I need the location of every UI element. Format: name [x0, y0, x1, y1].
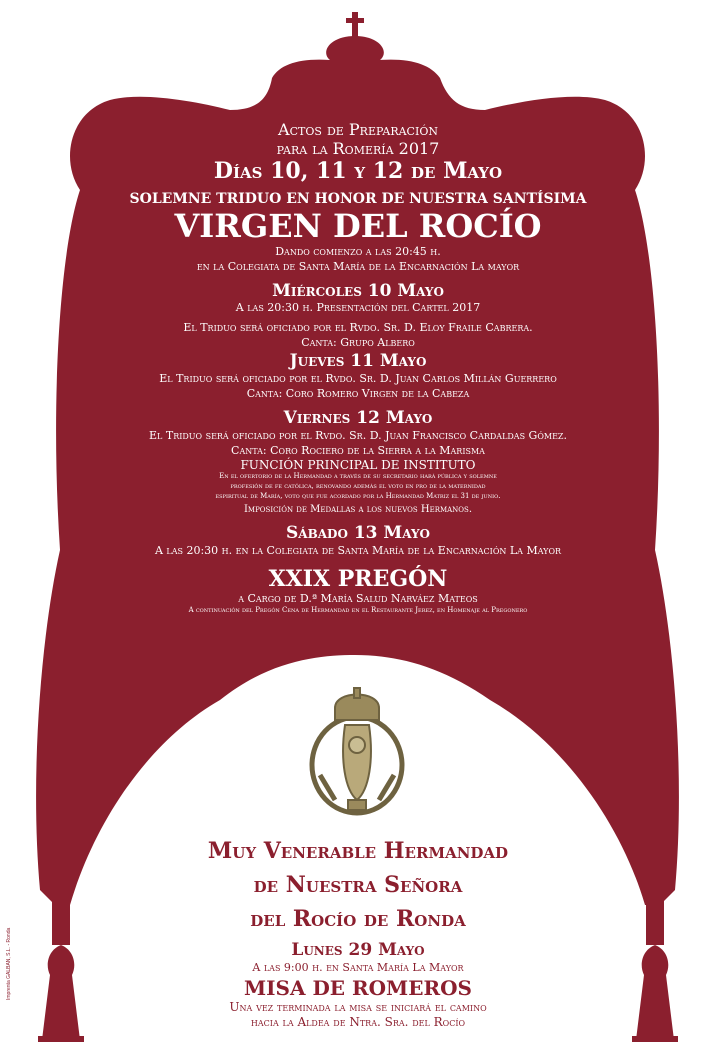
viernes-line1: El Triduo será oficiado por el Rvdo. Sr. D. Juan Francisco Cardaldas Gómez. [149, 429, 567, 442]
header-start: Dando comienzo a las 20:45 h. [275, 245, 441, 258]
miercoles-line3: Canta: Grupo Albero [301, 336, 415, 349]
hermandad-line1: Muy Venerable Hermandad [207, 838, 509, 864]
header-dates: Días 10, 11 y 12 de Mayo [213, 158, 503, 184]
pregon-line2: A continuación del Pregón Cena de Hermandad en el Restaurante Jerez, en Homenaje al Pregonero [188, 606, 528, 614]
jueves-line2: Canta: Coro Romero Virgen de la Cabeza [246, 387, 470, 400]
misa-line1: Una vez terminada la misa se iniciará el camino [229, 1000, 487, 1014]
viernes-line5: profesión de fe católica, renovando además el voto en pro de la maternidad [230, 482, 486, 490]
misa-title: MISA DE ROMEROS [244, 976, 472, 1000]
hermandad-crest [312, 688, 402, 813]
misa-line2: hacia la Aldea de Ntra. Sra. del Rocío [250, 1015, 466, 1029]
pregon-line1: a Cargo de D.ª María Salud Narváez Mateos [238, 592, 478, 605]
jueves-line1: El Triduo será oficiado por el Rvdo. Sr. D. Juan Carlos Millán Guerrero [159, 372, 557, 385]
viernes-line7: Imposición de Medallas a los nuevos Hermanos. [243, 504, 473, 515]
viernes-line2: Canta: Coro Rociero de la Sierra a la Marisma [231, 444, 485, 457]
printer-credit: Imprenta GALBAN, S.L. - Ronda [6, 927, 12, 1000]
viernes-line4: En el ofertorio de la Hermandad a través de su secretario hará pública y solemne [219, 472, 497, 480]
pregon-title: XXIX PREGÓN [268, 566, 448, 592]
header-place: en la Colegiata de Santa María de la Encarnación La mayor [196, 260, 520, 273]
hermandad-line2: de Nuestra Señora [253, 872, 463, 898]
viernes-line6: espiritual de María, voto que fue acordado por la Hermandad Matriz el 31 de junio. [215, 492, 501, 500]
hermandad-line3: del Rocío de Ronda [250, 906, 466, 932]
viernes-title: Viernes 12 Mayo [283, 408, 433, 428]
miercoles-line1: A las 20:30 h. Presentación del Cartel 2017 [235, 301, 481, 314]
header-line2: para la Romería 2017 [276, 139, 440, 158]
header-line1: Actos de Preparación [278, 120, 438, 139]
sabado-title: Sábado 13 Mayo [286, 523, 430, 543]
viernes-line3: FUNCIÓN PRINCIPAL DE INSTITUTO [240, 458, 476, 472]
lunes-line1: A las 9:00 h. en Santa María La Mayor [252, 961, 464, 974]
sabado-line1: A las 20:30 h. en la Colegiata de Santa María de la Encarnación La Mayor [154, 544, 562, 557]
jueves-title: Jueves 11 Mayo [289, 351, 427, 371]
miercoles-title: Miércoles 10 Mayo [272, 281, 444, 301]
lunes-title: Lunes 29 Mayo [291, 940, 425, 960]
header-virgen: VIRGEN DEL ROCÍO [174, 207, 542, 245]
header-triduo: SOLEMNE TRIDUO EN HONOR DE NUESTRA SANTÍSIMA [129, 191, 587, 207]
miercoles-line2: El Triduo será oficiado por el Rvdo. Sr. D. Eloy Fraile Cabrera. [183, 321, 533, 334]
